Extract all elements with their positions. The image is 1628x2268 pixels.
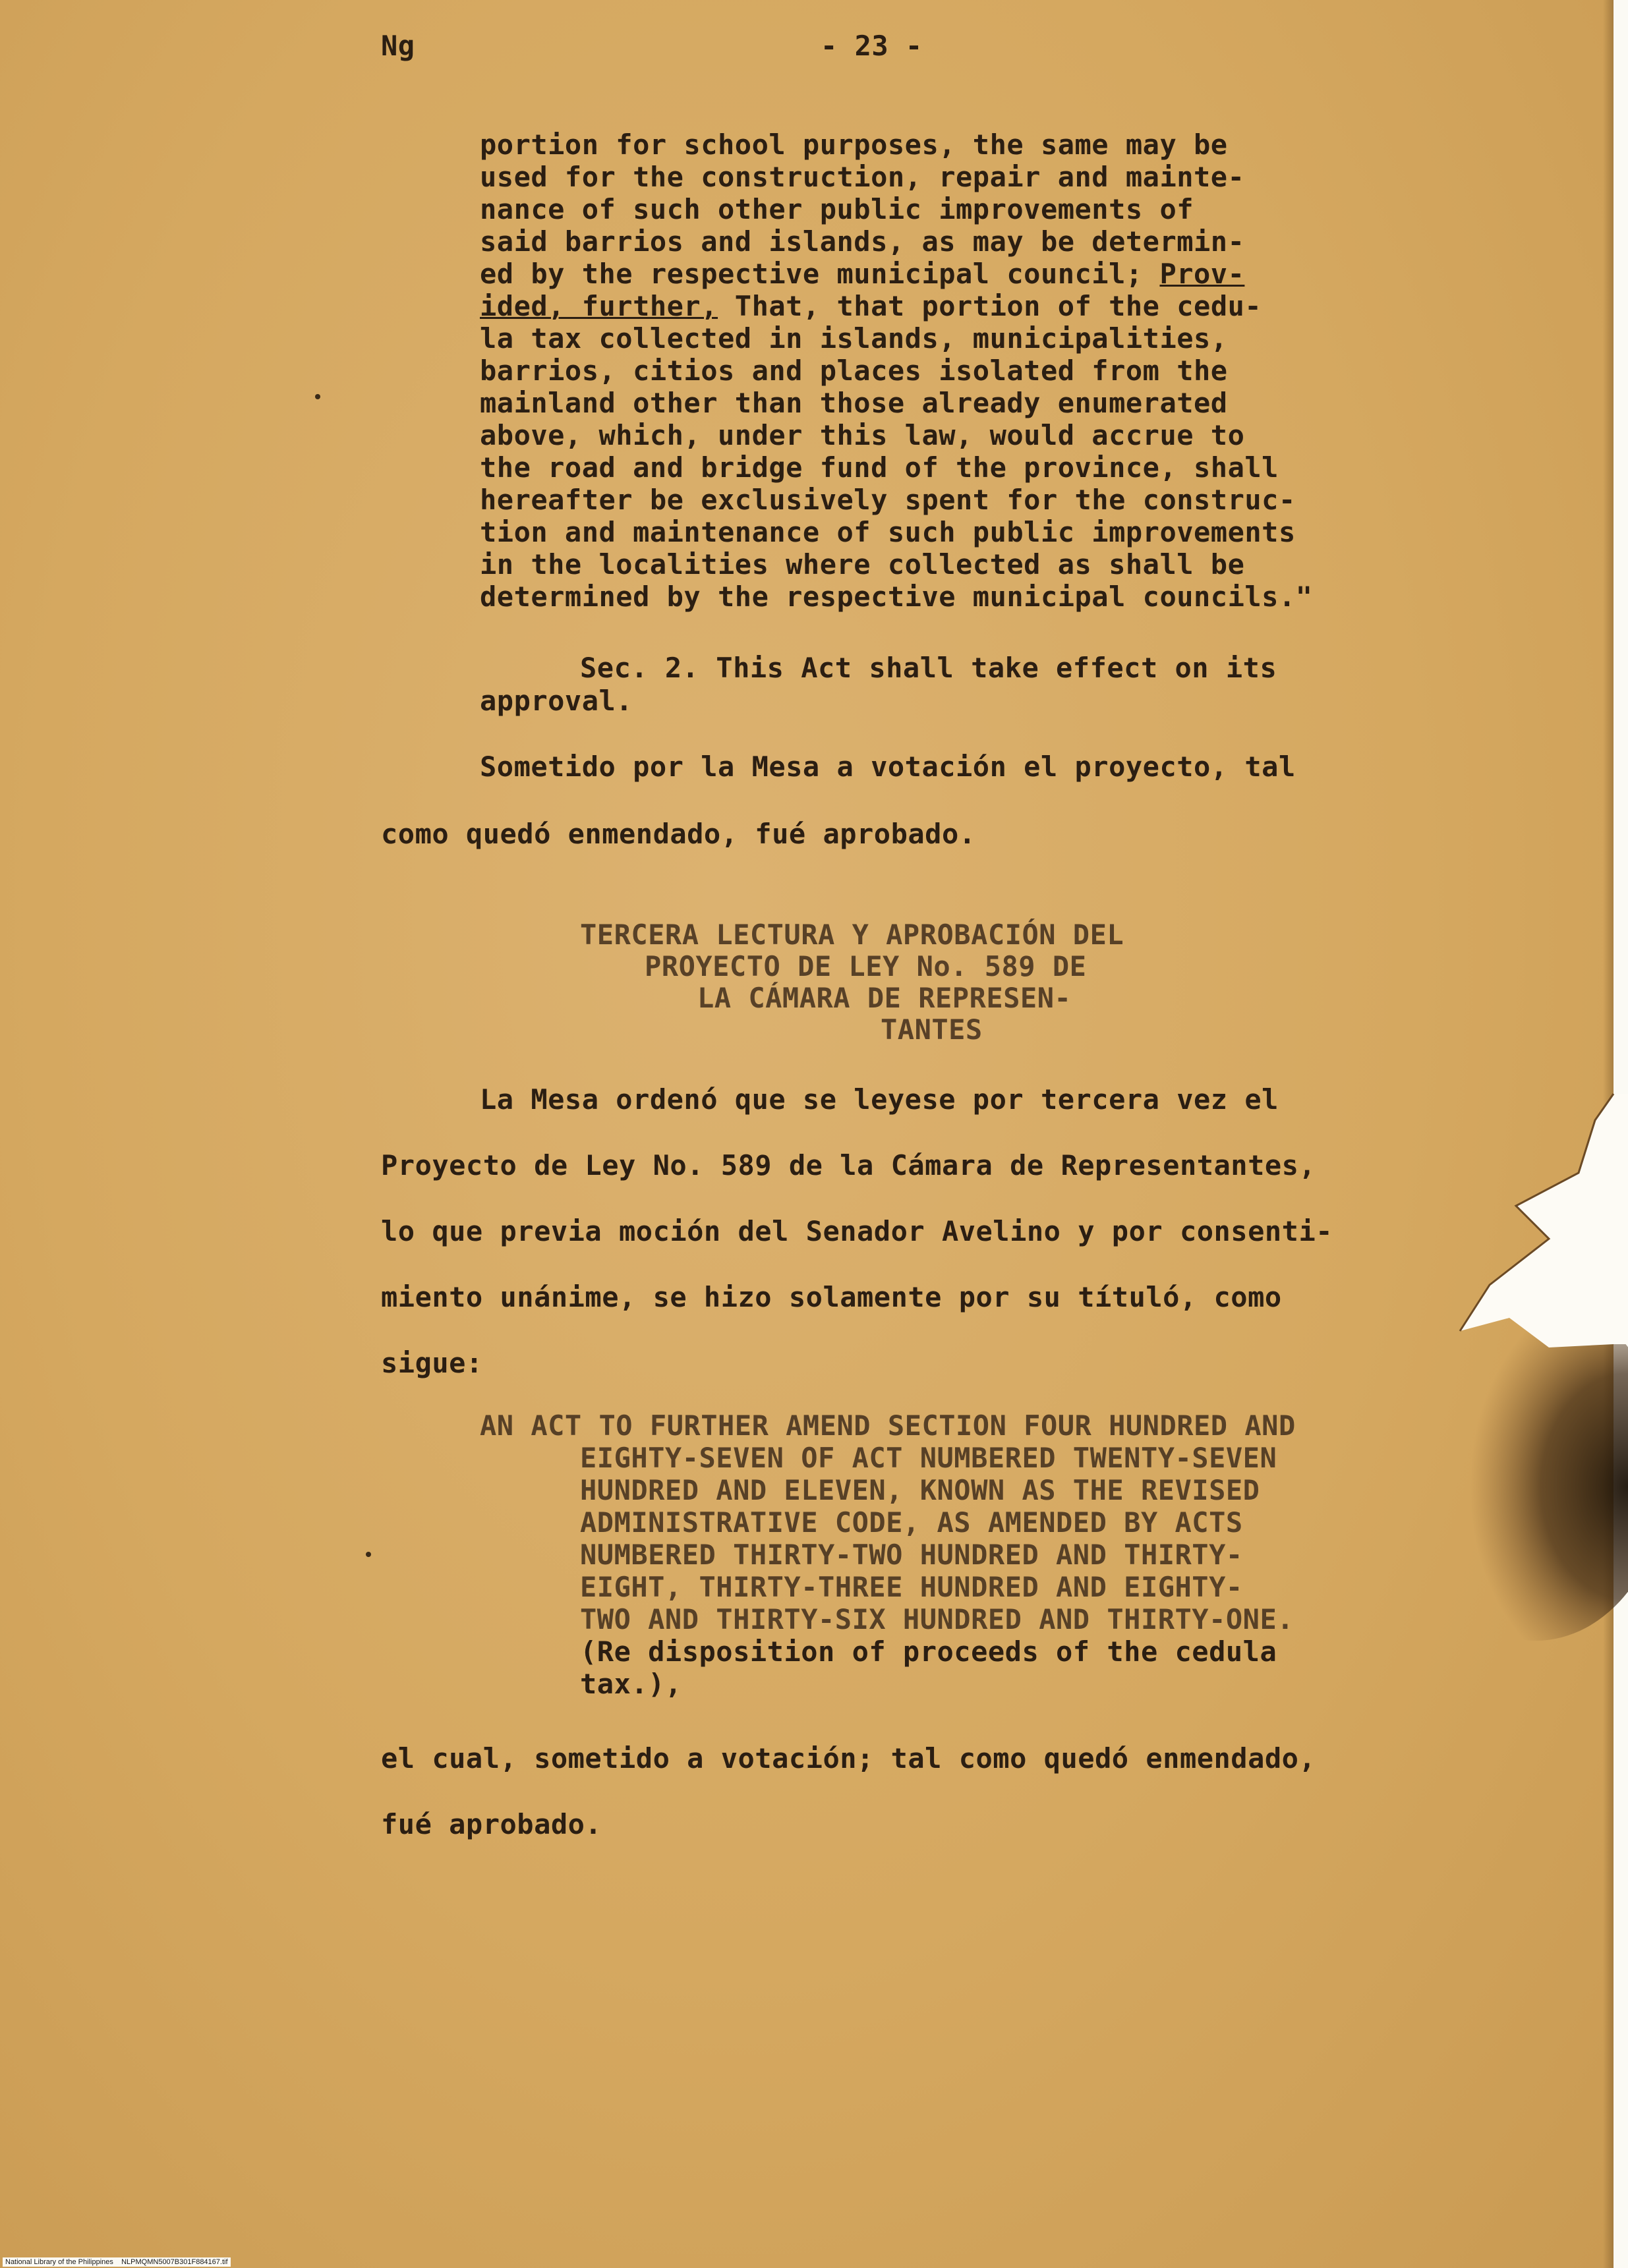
paragraph-line: sigue: bbox=[381, 1347, 483, 1379]
quote-line: hereafter be exclusively spent for the construc- bbox=[480, 484, 1296, 516]
paragraph-line: Sometido por la Mesa a votación el proyecto, tal bbox=[480, 751, 1296, 783]
quote-line: tion and maintenance of such public improvements bbox=[480, 516, 1296, 548]
underlined-proviso: ided, further, bbox=[480, 290, 718, 322]
quote-line bbox=[480, 291, 1262, 322]
section-2-line: Sec. 2. This Act shall take effect on its bbox=[580, 652, 1277, 684]
paragraph-line: el cual, sometido a votación; tal como quedó enmendado, bbox=[381, 1742, 1316, 1774]
quote-line: la tax collected in islands, municipalities, bbox=[480, 322, 1228, 354]
paragraph-line: lo que previa moción del Senador Avelino y por consenti- bbox=[381, 1215, 1333, 1247]
quote-line: in the localities where collected as shall be bbox=[480, 548, 1245, 581]
act-title-line: AN ACT TO FURTHER AMEND SECTION FOUR HUNDRED AND bbox=[480, 1409, 1296, 1442]
underlined-proviso: Prov- bbox=[1159, 258, 1245, 290]
paragraph-line: La Mesa ordenó que se leyese por tercera vez el bbox=[480, 1083, 1279, 1116]
act-title-line: ADMINISTRATIVE CODE, AS AMENDED BY ACTS bbox=[580, 1506, 1243, 1539]
act-title-line: (Re disposition of proceeds of the cedula bbox=[580, 1635, 1277, 1668]
quote-line bbox=[480, 258, 1244, 290]
quote-line-text: That, that portion of the cedu- bbox=[718, 290, 1262, 322]
paragraph-line: fué aprobado. bbox=[381, 1808, 602, 1840]
section-2-line: approval. bbox=[480, 685, 633, 717]
act-title-line: EIGHTY-SEVEN OF ACT NUMBERED TWENTY-SEVEN bbox=[580, 1442, 1277, 1474]
ink-speck bbox=[315, 394, 320, 399]
scan-margin bbox=[1613, 0, 1628, 2268]
quote-line-text: ed by the respective municipal council; bbox=[480, 258, 1160, 290]
scan-footer: National Library of the Philippines NLPMQMN5007B301F884167.tif bbox=[3, 2257, 231, 2267]
act-title-line: tax.), bbox=[580, 1668, 682, 1700]
ink-speck bbox=[366, 1552, 371, 1557]
quote-line: portion for school purposes, the same may be bbox=[480, 128, 1228, 161]
quote-line: nance of such other public improvements of bbox=[480, 193, 1194, 225]
act-title-line: HUNDRED AND ELEVEN, KNOWN AS THE REVISED bbox=[580, 1474, 1260, 1506]
quote-line: used for the construction, repair and mainte- bbox=[480, 161, 1245, 193]
paragraph-line: como quedó enmendado, fué aprobado. bbox=[381, 818, 976, 850]
paragraph-line: Proyecto de Ley No. 589 de la Cámara de Representantes, bbox=[381, 1149, 1316, 1181]
quote-line: above, which, under this law, would accrue to bbox=[480, 419, 1245, 451]
heading-line: PROYECTO DE LEY No. 589 DE bbox=[645, 950, 1087, 982]
quote-line: determined by the respective municipal councils." bbox=[480, 581, 1313, 613]
quote-line: the road and bridge fund of the province, shall bbox=[480, 451, 1279, 484]
paragraph-line: miento unánime, se hizo solamente por su títuló, como bbox=[381, 1281, 1282, 1313]
act-title-line: TWO AND THIRTY-SIX HUNDRED AND THIRTY-ONE. bbox=[580, 1603, 1294, 1635]
page-number: - 23 - bbox=[821, 30, 923, 62]
heading-line: LA CÁMARA DE REPRESEN- bbox=[697, 982, 1072, 1014]
quote-line: said barrios and islands, as may be determin- bbox=[480, 225, 1245, 258]
quote-line: barrios, citios and places isolated from the bbox=[480, 354, 1228, 387]
heading-line: TERCERA LECTURA Y APROBACIÓN DEL bbox=[580, 919, 1124, 951]
page-initials: Ng bbox=[381, 30, 415, 62]
heading-line: TANTES bbox=[881, 1013, 983, 1046]
quote-line: mainland other than those already enumerated bbox=[480, 387, 1228, 419]
page-edge-shadow bbox=[1603, 0, 1613, 2268]
act-title-line: EIGHT, THIRTY-THREE HUNDRED AND EIGHTY- bbox=[580, 1571, 1243, 1603]
act-title-line: NUMBERED THIRTY-TWO HUNDRED AND THIRTY- bbox=[580, 1539, 1243, 1571]
